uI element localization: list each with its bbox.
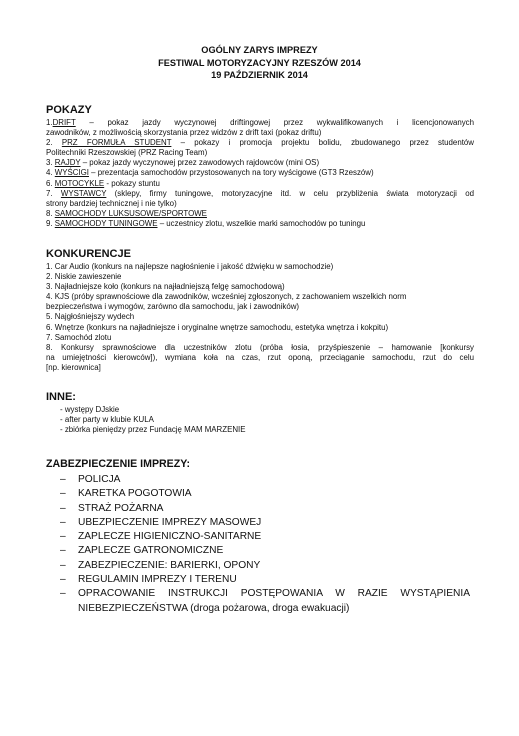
pokazy-item-wystawcy-cont: strony bardziej technicznej i nie tylko): [46, 198, 177, 208]
zabezpieczenie-item-cont: [60, 602, 470, 616]
item-name: DRIFT: [52, 118, 76, 127]
item-description: – pokazy i promocja projektu bolidu, zbudowanego przez studentów: [171, 138, 474, 148]
zabezpieczenie-item: [60, 516, 470, 530]
konkurencje-line: 8. Konkursy sprawnościowe dla uczestników zlotu (próba łosia, przyśpieszenie – hamowanie [konkursy: [46, 342, 474, 352]
zabezpieczenie-item: [60, 487, 470, 501]
item-description: – prezentacja samochodów przystosowanych na tory wyścigowe (GT3 Rzeszów): [88, 168, 374, 178]
dash-bullet: –: [60, 545, 66, 557]
dash-bullet: –: [60, 516, 66, 528]
item-text: NIEBEZPIECZEŃSTWA (droga pożarowa, droga ewakuacji): [78, 602, 350, 614]
zabezpieczenie-item: [60, 544, 470, 558]
zabezpieczenie-item: [60, 573, 470, 587]
document-header: [0, 44, 519, 82]
konkurencje-line: 5. Najgłośniejszy wydech: [46, 312, 135, 322]
item-number: 3.: [46, 158, 55, 168]
dash-bullet: –: [60, 588, 66, 600]
item-name: PRZ FORMUŁA STUDENT: [61, 138, 172, 148]
pokazy-list: [46, 118, 474, 229]
pokazy-item-drift-cont: zawodników, z możliwością skorzystania przez widzów z drift taxi (pokaz driftu): [46, 128, 322, 138]
item-name: RAJDY: [54, 158, 81, 168]
pokazy-item-formula-student: [46, 138, 474, 148]
item-text: STRAŻ POŻARNA: [78, 502, 164, 514]
item-text: UBEZPIECZENIE IMPREZY MASOWEJ: [78, 516, 262, 528]
dash-bullet: –: [60, 531, 66, 543]
item-number: 9.: [46, 218, 55, 228]
inne-item: - after party w klubie KULA: [60, 415, 154, 425]
konkurencje-line: na umiejętności kierowców]), wymiana koła na czas, rzut oponą, przeciąganie samochodu, rzut do celu: [46, 352, 474, 362]
konkurencje-line: 4. KJS (próby sprawnościowe dla zawodników, wcześniej zgłoszonych, z zachowaniem wszelkich norm: [46, 292, 407, 302]
dash-bullet: –: [60, 574, 66, 586]
item-name: WYSTAWCY: [60, 188, 107, 198]
item-name: SAMOCHODY TUNINGOWE: [54, 218, 158, 228]
pokazy-item-drift: [46, 118, 474, 128]
pokazy-item-wystawcy: [46, 189, 474, 199]
dash-bullet: –: [60, 502, 66, 514]
item-text: ZABEZPIECZENIE: BARIERKI, OPONY: [78, 559, 261, 571]
konkurencje-line: 7. Samochód zlotu: [46, 332, 112, 342]
inne-item: - występy DJskie: [60, 405, 120, 414]
konkurencje-line: bezpieczeństwa i wymogów, zarówno dla samochodu, jak i zawodników): [46, 302, 300, 312]
item-number: 8.: [46, 208, 55, 218]
item-number: 1.: [46, 118, 53, 127]
item-name: WYŚCIGI: [54, 168, 89, 178]
inne-list: [60, 405, 246, 435]
konkurencje-line: 6. Wnętrze (konkurs na najładniejsze i oryginalne wnętrze samochodu, estetyka wnętrza i kokpitu): [46, 322, 389, 332]
header-date: 19 PAŹDZIERNIK 2014: [211, 70, 308, 80]
item-description: – pokaz jazdy wyczynowej przez zawodowych rajdowców (mini OS): [80, 158, 320, 168]
item-number: 2.: [46, 138, 62, 148]
dash-bullet: –: [60, 488, 66, 500]
zabezpieczenie-item: [60, 502, 470, 516]
item-name: MOTOCYKLE: [54, 178, 105, 188]
zabezpieczenie-item: [60, 530, 470, 544]
item-description: – pokaz jazdy wyczynowej driftingowej przez wykwalifikowanych i licencjonowanych: [75, 118, 474, 127]
item-text: OPRACOWANIE INSTRUKCJI POSTĘPOWANIA W RAZIE WYSTĄPIENIA: [78, 588, 470, 600]
section-title-inne: INNE:: [46, 391, 76, 403]
konkurencje-line: 1. Car Audio (konkurs na najlepsze nagłośnienie i jakość dźwięku w samochodzie): [46, 262, 334, 271]
section-title-pokazy: POKAZY: [46, 104, 92, 116]
zabezpieczenie-item: [60, 473, 470, 487]
item-text: ZAPLECZE GATRONOMICZNE: [78, 545, 224, 557]
dash-bullet: –: [60, 474, 66, 485]
zabezpieczenie-item: [60, 559, 470, 573]
item-text: POLICJA: [78, 474, 121, 485]
dash-bullet: –: [60, 559, 66, 571]
item-number: 7.: [46, 188, 61, 198]
section-title-konkurencje: KONKURENCJE: [46, 248, 131, 260]
zabezpieczenie-item: [60, 587, 470, 601]
item-text: ZAPLECZE HIGIENICZNO-SANITARNE: [78, 531, 262, 543]
item-description: – uczestnicy zlotu, wszelkie marki samochodów po tuningu: [157, 218, 366, 228]
zabezpieczenie-list: [60, 473, 470, 616]
pokazy-item-rajdy: [46, 158, 474, 168]
pokazy-item-motocykle: [46, 179, 474, 189]
item-text: REGULAMIN IMPREZY I TERENU: [78, 574, 237, 586]
item-description: (sklepy, firmy tuningowe, motoryzacyjne itd. w celu przybliżenia świata motoryzacji od: [106, 188, 474, 198]
section-title-zabezpieczenie: ZABEZPIECZENIE IMPREZY:: [46, 458, 191, 470]
header-title: OGÓLNY ZARYS IMPREZY: [201, 45, 318, 55]
item-name: SAMOCHODY LUKSUSOWE/SPORTOWE: [54, 208, 207, 218]
konkurencje-line: 3. Najładniejsze koło (konkurs na najładniejszą felgę samochodową): [46, 282, 285, 292]
item-number: 4.: [46, 168, 55, 178]
pokazy-item-tuningowe: [46, 219, 474, 229]
konkurencje-line: 2. Niskie zawieszenie: [46, 272, 122, 282]
inne-item: - zbiórka pieniędzy przez Fundację MAM MARZENIE: [60, 425, 246, 435]
item-description: - pokazy stuntu: [104, 178, 160, 188]
header-festival-name: FESTIWAL MOTORYZACYJNY RZESZÓW 2014: [158, 57, 361, 68]
pokazy-item-formula-student-cont: Politechniki Rzeszowskiej (PRZ Racing Team): [46, 148, 208, 158]
item-number: 6.: [46, 178, 55, 188]
pokazy-item-wyscigi: [46, 168, 474, 178]
konkurencje-line: [np. kierownica]: [46, 362, 101, 372]
item-text: KARETKA POGOTOWIA: [78, 488, 192, 500]
konkurencje-list: [46, 262, 474, 373]
pokazy-item-luksusowe: [46, 209, 474, 219]
